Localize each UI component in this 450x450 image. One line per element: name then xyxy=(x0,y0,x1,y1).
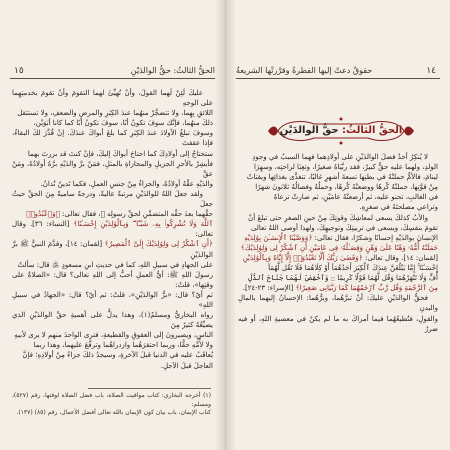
section-title-ornament xyxy=(264,116,418,146)
text-line: ثم أيّ؟ قال: «برُّ الوالدَيْنِ»، قلتُ: ثم أيّ؟ قال: «الجهادُ في سبيلِ اللهِ» xyxy=(12,290,213,309)
text-line: عليكَ لَئِنْ لَهما القولَ، وأنْ تُهيِّئَ لهما التقومَ وأنْ تقومَ بخدمتِهِما على الوجهِ xyxy=(12,89,213,108)
running-header-left xyxy=(10,66,215,82)
running-title-right: حقوقٌ دعتْ إليها الفطرةُ وقرَّرتْها الشريعةُ xyxy=(236,66,373,75)
text-line: ذلكَ منهُما، فإنَّك سوفَ تكونُ أبًا، سوفَ تكونُ أبًا كما كانا أبَوَيْن، xyxy=(33,119,213,128)
text-line: ولقد جعلَ اللهُ للوالدَيْنِ مرتبةً عاليةً، ودرجةً ساميةً مِنَ الحقِّ حيثُ جعلَ xyxy=(12,189,213,209)
text-line: رسولَ اللهِ ﷺ: أيُّ العملِ أحبُّ إلى اللهِ تعالى؟ قال: «الصلاةُ على وقتِها»، قلتُ: xyxy=(12,270,213,289)
section-title xyxy=(264,124,418,137)
text-line: رواه البخاريُّ ومسلمٌ(١)، وهذا يدلُّ على أهميةِ حقِّ الوالدَيْنِ الذي يضيِّعُهُ كثيرٌ مِنَ xyxy=(12,311,213,330)
footnote-divider xyxy=(88,388,211,389)
running-header-right xyxy=(236,66,440,82)
text-line: ﴿أَنِ ٱشْكُرْ لِى وَلِوَٰلِدَيْكَ إِلَىَّ ٱلْمَصِيرُ﴾ [لقمان: ١٤]، وقدَّمَ النبيُّ ﷺ برَّ الوالدَيْنِ xyxy=(12,240,213,259)
text-line: إِحْسَـٰنًا ۚ إِمَّا يَبْلُغَنَّ عِندَكَ ٱلْكِبَرَ أَحَدُهُمَآ أَوْ كِلَاهُمَا فَلَا تَقُل لَّهُمَآ xyxy=(268,264,438,273)
text-line: الإنسانَ بوالدَيْهِ إحسانًا وشكرًا، فقال تعالى: ﴿وَوَصَّيْنَا ٱلْإِنسَـٰنَ بِوَٰلِدَيْهِ xyxy=(244,233,438,242)
header-rule-right xyxy=(236,78,440,79)
body-text-right xyxy=(238,152,438,442)
text-line: على الجهادِ في سبيلِ اللهِ، كما في حديثِ ابنِ مسعودٍ ﵁ قال: سألتُ xyxy=(17,260,213,269)
text-line: حَمَلَتْهُ أُمُّهُۥ وَهْنًا عَلَىٰ وَهْنٍ وَفِصَـٰلُهُۥ فِى عَامَيْنِ أَنِ ٱشْكُرْ لِى وَلِوَٰلِدَيْكَ﴾ xyxy=(240,243,438,252)
text-line: والأبُ كذلكَ يسعى لمعاشِكَ وقوتِكَ مِنْ حينِ الصغرِ حتى تبلغَ أنْ xyxy=(248,213,428,222)
text-line: حقَّهما بعدَ حقِّه المتضمِّنِ لحقِّ رسولِه ﷺ، فقال تعالى: ﴿وَٱعْبُدُوا۟ xyxy=(26,210,213,219)
text-line: ستحتاجُ إلى أولادِكَ كما احتاجَ أبواكَ إليكَ، فإنْ كنتَ قد بررتَ بهما xyxy=(27,149,213,158)
text-line: فحقُّ الوالدَيْنِ عليكَ: أنْ تبرَّهُما، وبرُّهُما: الإحسانُ إليهما بالمالِ والبدنِ xyxy=(238,294,438,313)
text-line: ولا لأُمِّهِ حقًّا، وربما احتقرَهُما وازدراهُما وترفَّعَ عليهما، وهذا ربما xyxy=(33,341,213,350)
footnote-line: (١) أخرجه البخاري: كتاب مواقيت الصلاة، باب فضل الصلاة لوقتها، رقم (٥٢٧)، ومسلم: xyxy=(12,392,211,408)
running-title-left: الحقُّ الثالثُ: حقُّ الوالدَيْنِ xyxy=(130,66,215,75)
text-line: يُعاقَبُ عليه في الدنيا قبلَ الآخرةِ، وسيجدُ ذلكَ جزاءً مِنْ أولادِهِ؛ فإنَّ xyxy=(22,351,213,360)
text-line: لينامَ، فالأمُّ حملتْهُ في بطنِها تسعةَ أشهرٍ غالبًا، تتغذَّى بغذائِها ويقتاتُ xyxy=(246,173,438,182)
text-line: ٱللَّهَ وَلَا تُشْرِكُوا۟ بِهِۦ شَيْـًٔا ۖ وَبِٱلْوَٰلِدَيْنِ إِحْسَـٰنًا﴾ [النساء: ٣٦]. وقال تعالى: xyxy=(12,220,213,239)
text-line: العاجلَ قبلَ الآجلِ. xyxy=(160,361,213,370)
text-line: الولدِ، ولهما عليه حقٌّ كبيرٌ، فقد ربَّيَاهُ صغيرًا، وتعِبَا لراحتِه، وسهِرَا xyxy=(253,163,438,172)
footnote-line: كتاب الإيمان، باب بيان كون الإيمان بالله تعالى أفضل الأعمال، رقم (٨٥) (١٣٧). xyxy=(16,409,211,417)
body-text-left xyxy=(12,88,213,384)
text-line: لا يُنكِرُ أحدٌ فضلَ الوالدَيْنِ على أولادِهما فهما السببُ في وجودِ xyxy=(252,153,428,161)
footnotes xyxy=(12,392,211,418)
text-line: تقومَ بنفسِكَ، ويسعى في تربيتِكَ وتوجيهِكَ، ولهذا أوصى اللهُ تعالى xyxy=(250,223,438,232)
text-line: فأبشِرْ بالأجرِ الجزيلِ والمجازاةِ بالمثلِ، فمَنْ برَّ والدَيْهِ برَّهُ أولادُهُ، ومَنْ عقَّ xyxy=(12,159,213,178)
section-title-lead: الحقُّ الثالثُ: xyxy=(342,125,403,136)
text-line: وتراعي مصلحتَهُ في صغرِهِ. xyxy=(359,203,438,212)
text-line: الناسِ، ويصيرونَ إلى العقوقِ والقطيعةِ، فترى الواحدَ منهم لا يرى لأبيهِ xyxy=(14,331,213,340)
page-number-right: ١٤ xyxy=(426,66,436,76)
text-line: أُفٍّ وَلَا تَنْهَرْهُمَا وَقُل لَّهُمَا قَوْلًا كَرِيمًا ۝ وَٱخْفِضْ لَهُمَا جَنَاحَ ٱلذُّلِّ xyxy=(248,274,438,283)
header-rule-left xyxy=(10,78,215,79)
page-number-left: ١٥ xyxy=(14,66,24,76)
text-line: مِنْ قوَّتِها، حملتْهُ كُرهًا ووضعتْهُ كُرهًا، وحملُهُ وفصالُهُ ثلاثونَ شهرًا xyxy=(255,183,438,192)
text-line: مِنَ ٱلرَّحْمَةِ وَقُل رَّبِّ ٱرْحَمْهُمَا كَمَا رَبَّيَانِى صَغِيرًا﴾ [الإسراء: ٢٣-٢٤]. xyxy=(242,284,438,293)
text-line: والدَيْهِ عقَّهُ أولادُهُ، والجزاءُ مِنْ جنسِ العملِ، فكما تَدينُ تُدانُ. xyxy=(40,179,213,188)
text-line: اللائقِ بِهِما، ولا تتضجَّرْ منهُما عندَ الكِبَرِ والمرضِ والضعفِ، ولا تستثقل xyxy=(17,109,213,118)
text-line: وسوفَ تبلغُ الأولادَ عندَ الكِبَرِ كما بلغَ أبواكَ عندَكَ. إنْ قُدِّرَ لكَ البقاءُ، فإذا عققتَ xyxy=(12,129,213,148)
text-line: [لقمان: ١٤]، وقال تعالى: ﴿وَقَضَىٰ رَبُّكَ أَلَّا تَعْبُدُوٓا۟ إِلَّآ إِيَّاهُ وَبِٱلْوَٰلِدَيْنِ xyxy=(242,253,438,262)
text-line: في الغالبِ، تحنو عليه، ثم أرضعتْهُ عامَيْنِ، ثم صارتْ ترعاهُ xyxy=(273,193,438,202)
section-title-rest: حقُّ الوالدَيْنِ xyxy=(279,125,339,136)
gutter-shadow xyxy=(215,0,225,450)
page-right xyxy=(226,0,450,450)
gutter-shadow xyxy=(226,0,236,450)
text-line: والقولِ، فتُطيعُهُما فيما أمراكَ به ما لم يكنْ في معصيةِ اللهِ، أو فيه ضررٌ xyxy=(238,314,438,333)
